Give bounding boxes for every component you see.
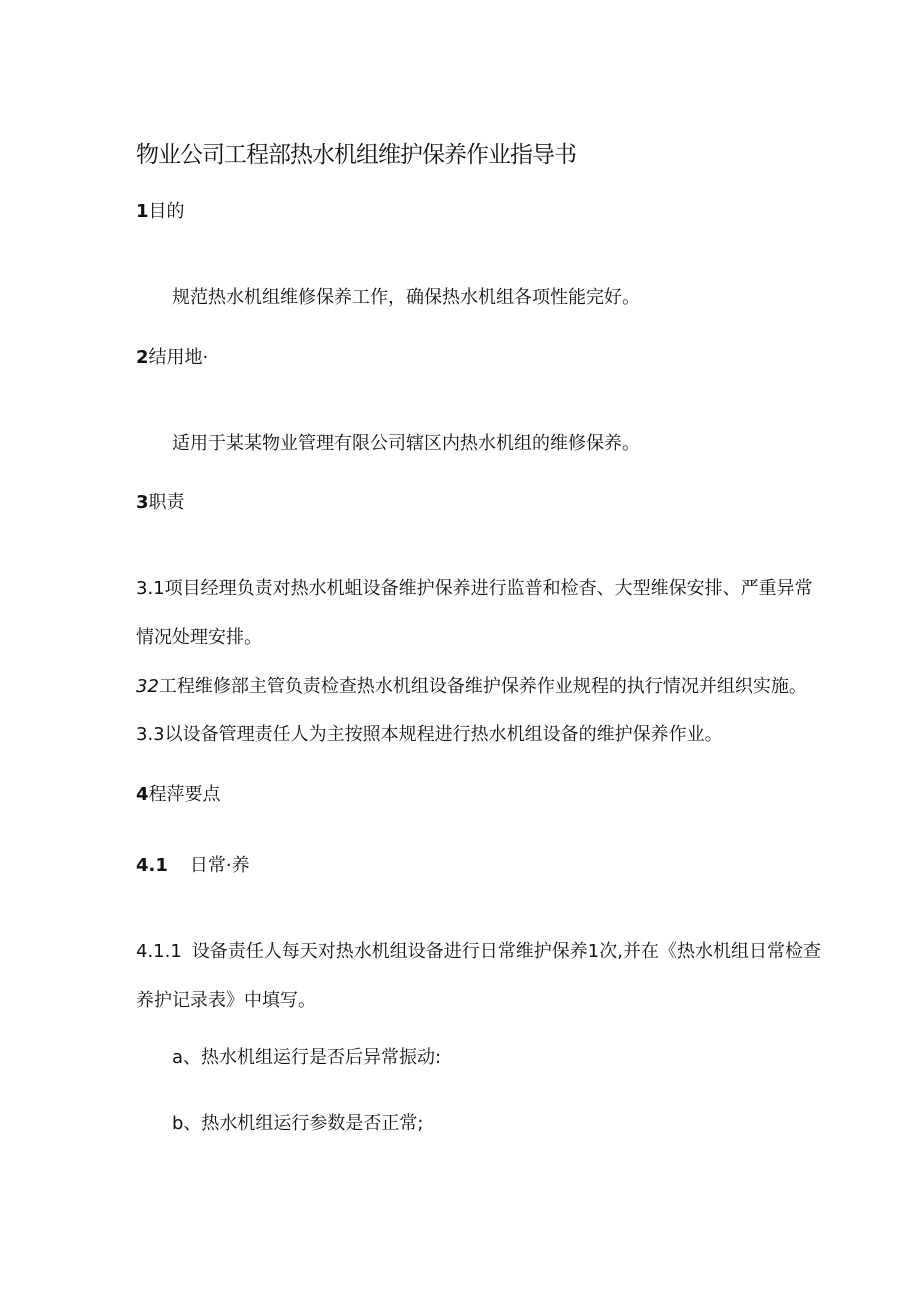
item-3-2-number: 32 (136, 676, 159, 697)
subsection-4-1-heading (136, 854, 250, 878)
document-title: 物业公司工程部热水机组维护保养作业指导书 (136, 142, 576, 168)
item-3-1-number: 3.1 (136, 578, 165, 599)
item-3-2 (136, 675, 807, 699)
item-3-1-line-1 (136, 577, 813, 601)
section-2-number: 2 (136, 347, 149, 368)
item-3-3-text: 以设备管理责任人为主按照本规程进行热水机组设备的维护保养作业。 (164, 724, 723, 745)
section-2-heading (136, 346, 208, 370)
section-3-heading (136, 491, 185, 515)
subsection-4-1-number: 4.1 (136, 855, 168, 876)
section-2-title: 结用地· (148, 347, 209, 368)
item-3-1-text: 项目经理负责对热水机蛆设备维护保养进行监普和检杳、大型维保安排、严重异常 (164, 578, 813, 599)
section-1-number: 1 (136, 201, 149, 222)
check-item-b: b、热水机组运行参数是否正常; (172, 1113, 424, 1134)
item-4-1-1-text: 设备责任人每天对热水机组设备进行日常维护保养1次,并在《热水机组日常检查 (191, 941, 821, 962)
item-3-2-text: 工程维修部主管负责检查热水机组设备维护保养作业规程的执行情况并组织实施。 (158, 676, 807, 697)
section-2-body: 适用于某某物业管理有限公司辖区内热水机组的维修保养。 (172, 433, 640, 454)
item-3-3 (136, 723, 723, 747)
item-4-1-1-line-1 (136, 940, 821, 964)
section-1-heading (136, 200, 185, 224)
section-4-number: 4 (136, 784, 149, 805)
item-3-1-line-2: 情况处理安排。 (136, 627, 262, 648)
item-4-1-1-line-2: 养护记录表》中填写。 (136, 990, 316, 1011)
subsection-4-1-title: 日常·养 (189, 855, 250, 876)
check-item-a: a、热水机组运行是否后异常振动: (172, 1047, 442, 1068)
section-4-title: 程萍要点 (148, 784, 221, 805)
section-4-heading (136, 783, 221, 807)
section-1-title: 目的 (148, 201, 185, 222)
item-4-1-1-number: 4.1.1 (136, 941, 182, 962)
item-3-3-number: 3.3 (136, 724, 165, 745)
section-1-body: 规范热水机组维修保养工作，确保热水机组各项性能完好。 (172, 287, 640, 308)
section-3-title: 职责 (148, 492, 185, 513)
section-3-number: 3 (136, 492, 149, 513)
